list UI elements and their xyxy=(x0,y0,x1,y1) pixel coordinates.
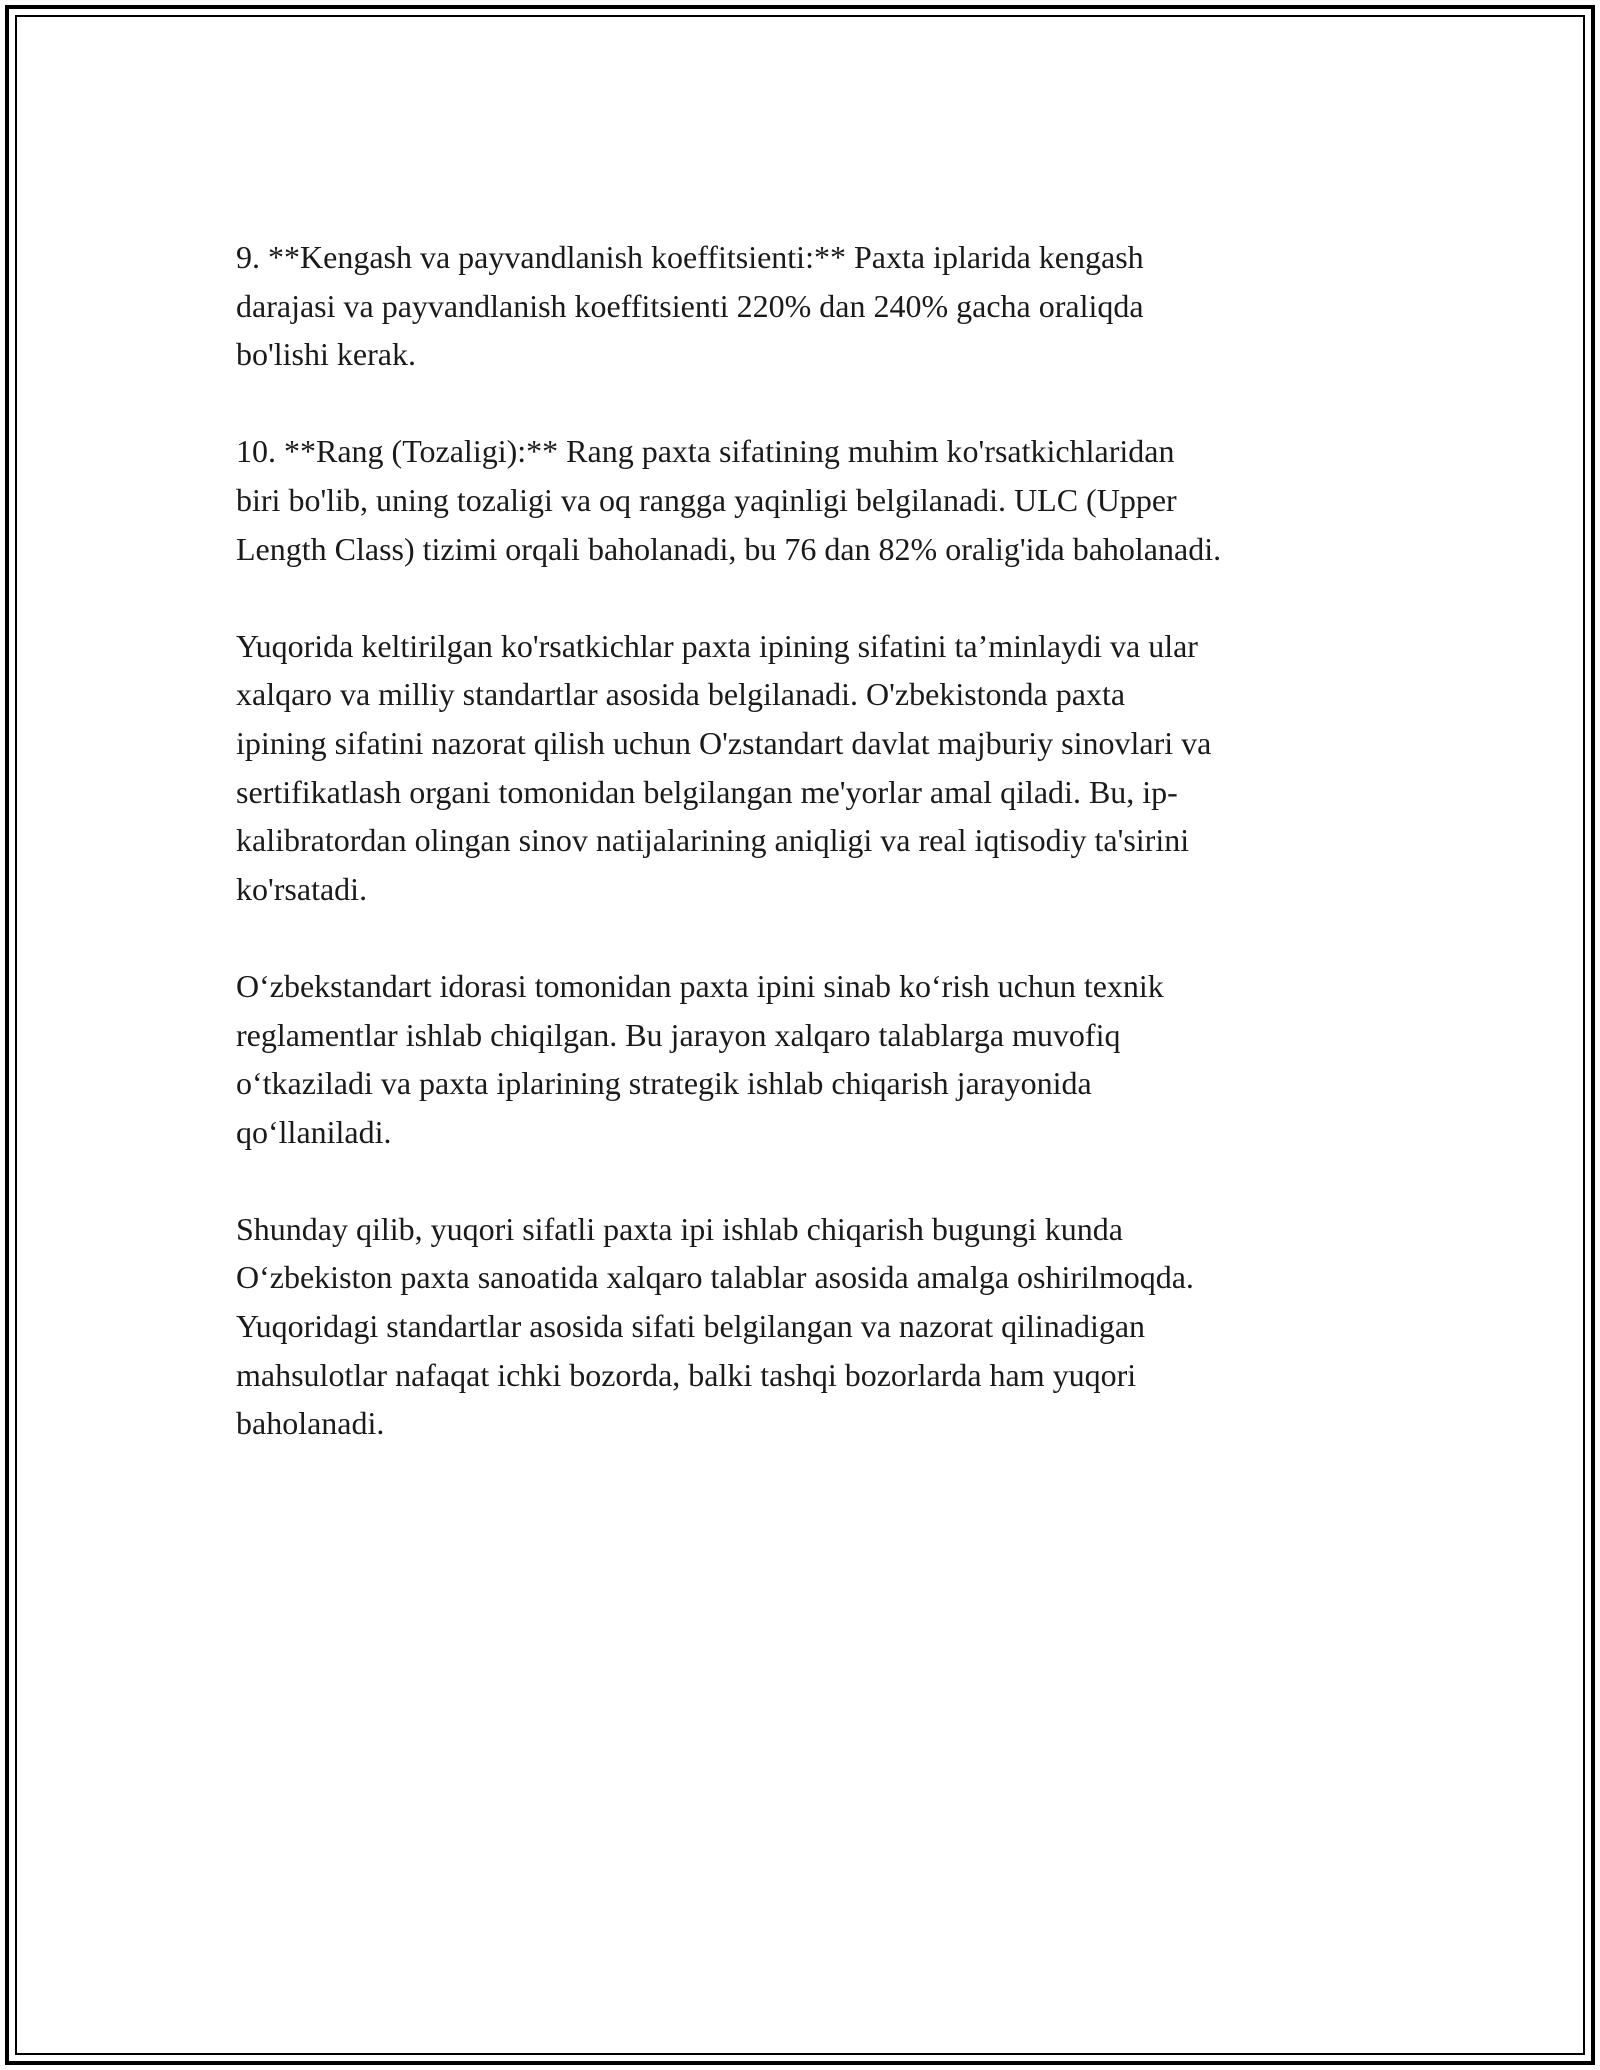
paragraph-item-10: 10. **Rang (Tozaligi):** Rang paxta sifatining muhim ko'rsatkichlaridan biri bo'lib, uning tozaligi va oq rangga yaqinligi belgilanadi. ULC (Upper Length Class) tizimi orqali baholanadi, bu 76 dan 82% oralig'ida baholanadi. xyxy=(236,433,1222,567)
paragraph-indicators-summary: Yuqorida keltirilgan ko'rsatkichlar paxta ipining sifatini ta’minlaydi va ular xalqaro va milliy standartlar asosida belgilanadi. O'zbekistonda paxta ipining sifatini nazorat qilish uchun O'zstandart davlat majburiy sinovlari va sertifikatlash organi tomonidan belgilangan me'yorlar amal qiladi. Bu, ip- kalibratordan olingan sinov natijalarining aniqligi va real iqtisodiy ta'sirini ko'rsatadi. xyxy=(236,627,1212,907)
document-body xyxy=(236,233,1386,1496)
paragraph-item-9: 9. **Kengash va payvandlanish koeffitsienti:** Paxta iplarida kengash darajasi va payvandlanish koeffitsienti 220% dan 240% gacha oraliqda bo'lishi kerak. xyxy=(236,239,1144,373)
paragraph-uzstandard: O‘zbekstandart idorasi tomonidan paxta ipini sinab ko‘rish uchun texnik reglamentlar ishlab chiqilgan. Bu jarayon xalqaro talablarga muvofiq o‘tkaziladi va paxta iplarining strategik ishlab chiqarish jarayonida qo‘llaniladi. xyxy=(236,967,1164,1150)
paragraph-conclusion: Shunday qilib, yuqori sifatli paxta ipi ishlab chiqarish bugungi kunda O‘zbekiston paxta sanoatida xalqaro talablar asosida amalga oshirilmoqda. Yuqoridagi standartlar asosida sifati belgilangan va nazorat qilinadigan mahsulotlar nafaqat ichki bozorda, balki tashqi bozorlarda ham yuqori baholanadi. xyxy=(236,1210,1194,1442)
